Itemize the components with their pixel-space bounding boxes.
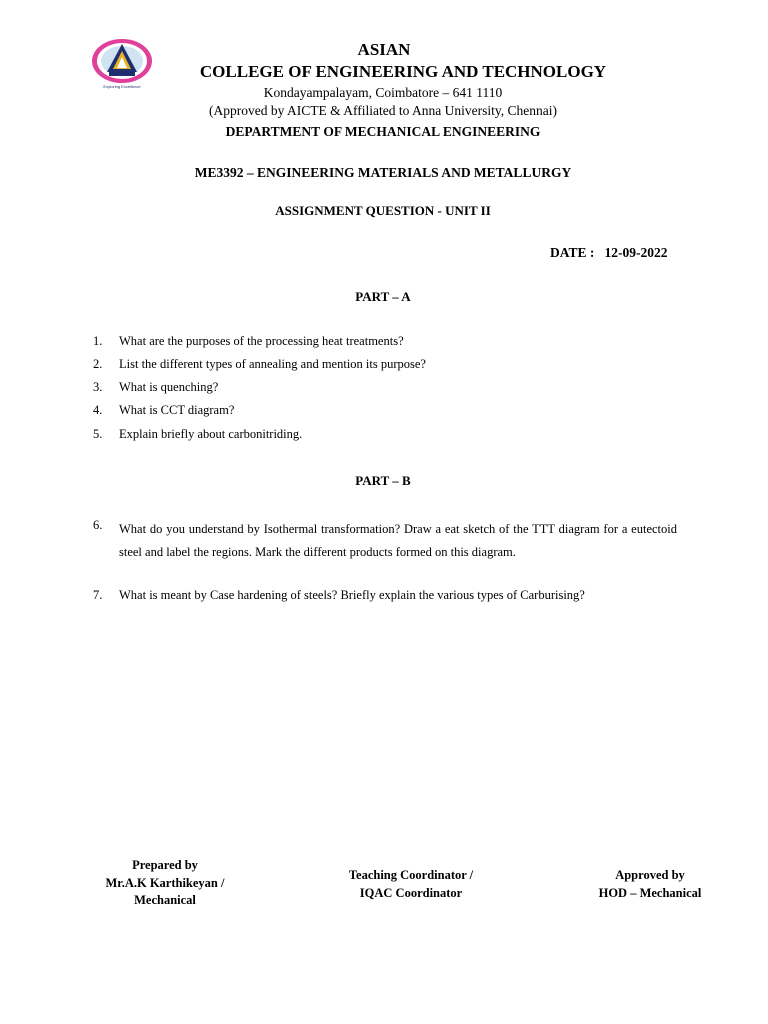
prepared-by-dept: Mechanical xyxy=(134,893,196,907)
hod-label: HOD – Mechanical xyxy=(598,885,702,900)
question-item xyxy=(93,334,404,349)
question-number: 6. xyxy=(93,518,103,532)
college-approval: (Approved by AICTE & Affiliated to Anna University, Chennai) xyxy=(209,103,557,118)
prepared-by-label: Prepared by xyxy=(132,858,198,872)
assignment-title: ASSIGNMENT QUESTION - UNIT II xyxy=(275,203,491,218)
part-a-heading: PART – A xyxy=(355,289,411,304)
approved-by-label: Approved by xyxy=(615,868,685,882)
iqac-coordinator-label: IQAC Coordinator xyxy=(359,885,463,900)
date-value: 12-09-2022 xyxy=(604,245,668,260)
department-name: DEPARTMENT OF MECHANICAL ENGINEERING xyxy=(225,124,541,139)
question-text: List the different types of annealing and mention its purpose? xyxy=(119,357,426,371)
college-name-line1: ASIAN xyxy=(357,40,411,59)
question-text: What is quenching? xyxy=(119,380,219,394)
date-label: DATE : xyxy=(550,245,595,260)
question-number: 5. xyxy=(93,427,103,441)
question-item xyxy=(93,427,302,442)
college-name-line2: COLLEGE OF ENGINEERING AND TECHNOLOGY xyxy=(199,62,607,81)
teaching-coordinator-label: Teaching Coordinator / xyxy=(348,868,474,882)
approved-by-block xyxy=(570,867,730,902)
question-item xyxy=(93,588,585,603)
question-item xyxy=(93,518,677,564)
question-text: What do you understand by Isothermal transformation? Draw a eat sketch of the TTT diagram for a eutectoid steel and label the regions. Mark the different products formed on this diagram. xyxy=(119,522,677,559)
question-number: 2. xyxy=(93,357,103,371)
prepared-by-block xyxy=(72,857,258,910)
question-text: What are the purposes of the processing heat treatments? xyxy=(119,334,404,348)
question-number: 3. xyxy=(93,380,103,394)
question-number: 1. xyxy=(93,334,103,348)
prepared-by-name: Mr.A.K Karthikeyan / xyxy=(105,875,225,890)
question-text: Explain briefly about carbonitriding. xyxy=(119,427,303,441)
part-b-heading: PART – B xyxy=(355,473,411,488)
question-number: 4. xyxy=(93,403,103,417)
question-text: What is CCT diagram? xyxy=(119,403,235,417)
course-title: ME3392 – ENGINEERING MATERIALS AND METALLURGY xyxy=(194,165,572,180)
logo-tagline: Exploring Excellence xyxy=(103,84,141,89)
question-item xyxy=(93,357,426,372)
college-address: Kondayampalayam, Coimbatore – 641 1110 xyxy=(263,85,503,100)
coordinator-block xyxy=(316,867,506,902)
question-item xyxy=(93,380,218,395)
question-number: 7. xyxy=(93,588,103,602)
date-line xyxy=(550,245,668,261)
question-item xyxy=(93,403,234,418)
question-text: What is meant by Case hardening of steels? Briefly explain the various types of Carburising? xyxy=(119,588,585,602)
